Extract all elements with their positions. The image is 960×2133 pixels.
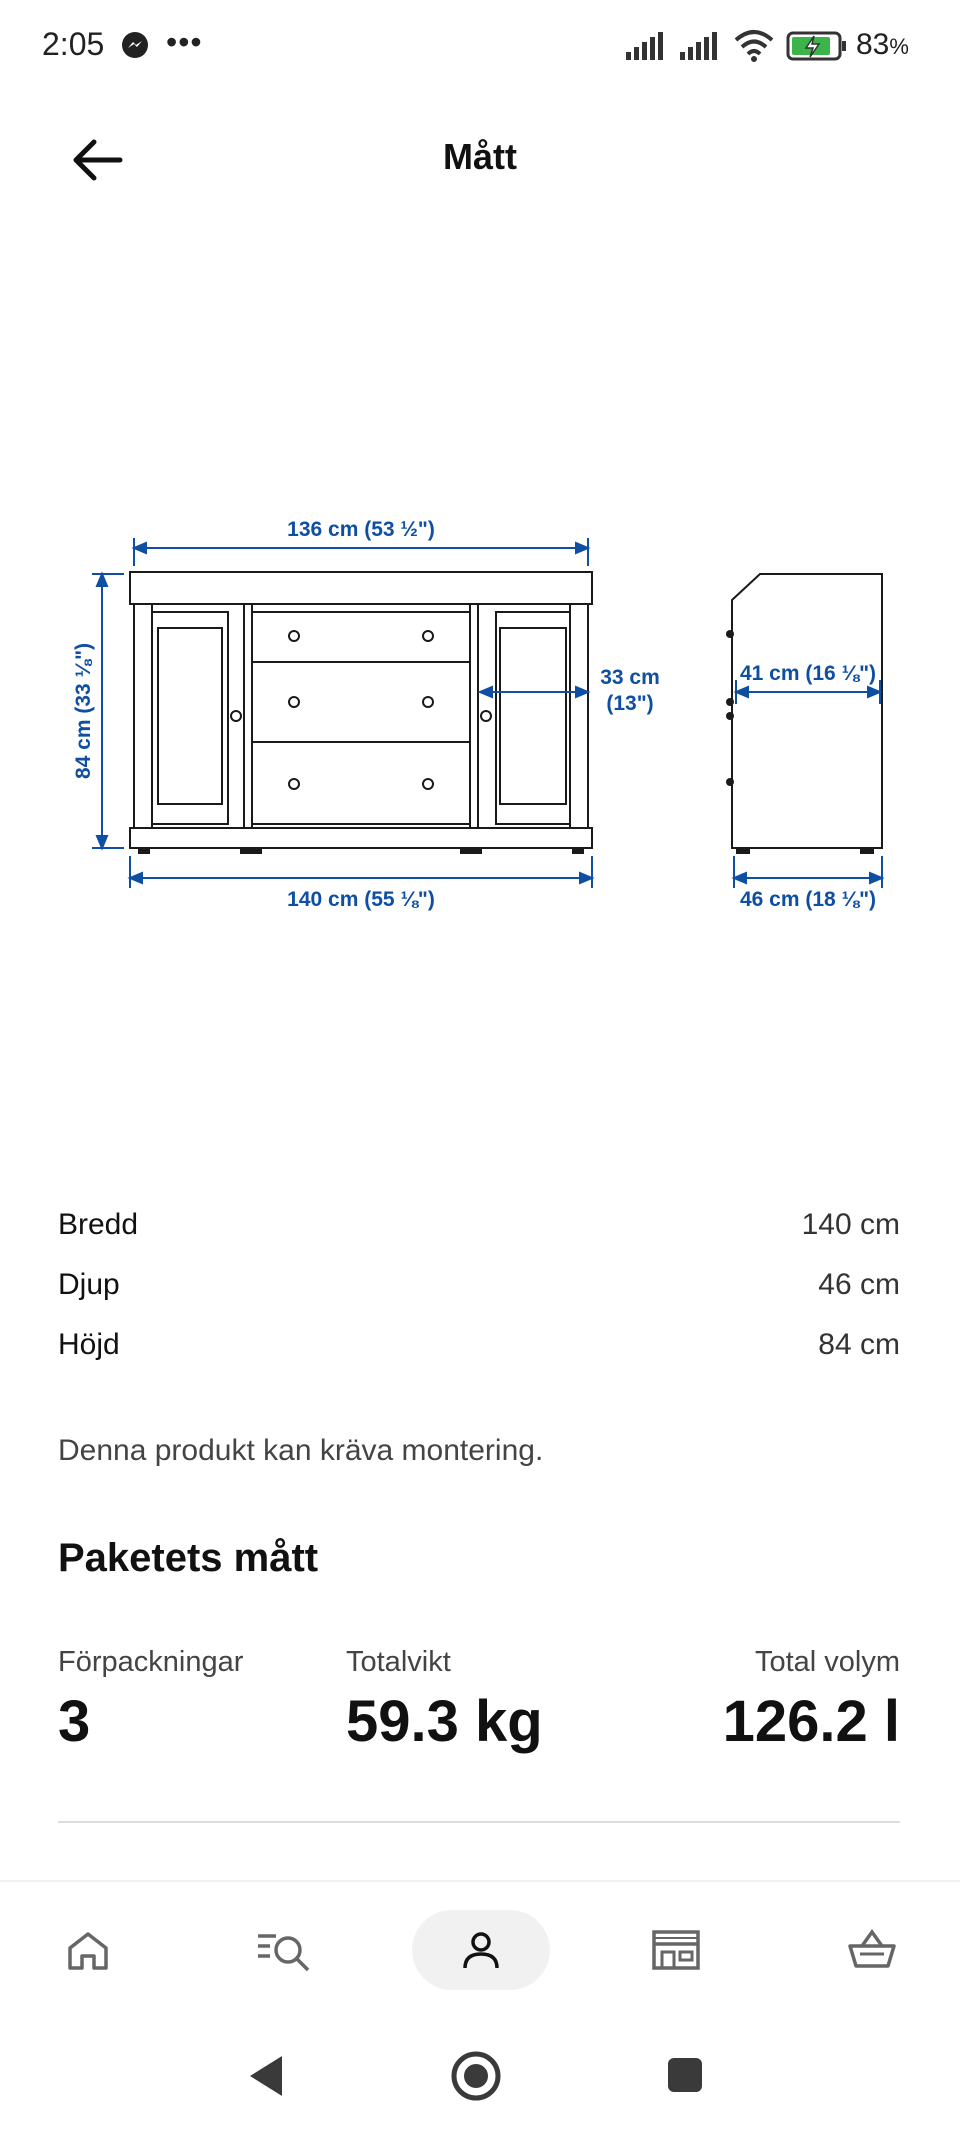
battery-percent: 83% [856, 28, 909, 61]
dimension-value: 46 cm [818, 1268, 900, 1301]
nav-profile[interactable] [421, 1910, 541, 1990]
nav-border [0, 1880, 960, 1882]
dimension-diagram [0, 480, 960, 920]
status-more-dots: ••• [166, 24, 203, 60]
dimension-row-width [58, 1208, 900, 1268]
divider [58, 1821, 900, 1823]
profile-icon [457, 1926, 505, 1974]
messenger-icon [120, 30, 150, 60]
weight-label: Totalvikt [346, 1646, 451, 1678]
signal-icon [624, 30, 666, 62]
store-icon [650, 1926, 702, 1974]
outer-depth-label: 46 cm (18 ⅛") [739, 888, 877, 911]
shelf-depth-label-2: (13") [606, 692, 654, 715]
system-recents-icon[interactable] [666, 2056, 704, 2094]
dimension-value: 140 cm [801, 1208, 900, 1241]
volume-value: 126.2 l [722, 1689, 900, 1754]
nav-basket[interactable] [812, 1910, 932, 1990]
weight-value: 59.3 kg [346, 1689, 543, 1754]
home-icon [64, 1926, 112, 1974]
shelf-depth-label-1: 33 cm [600, 666, 660, 689]
packages-value: 3 [58, 1689, 91, 1754]
dimension-label: Djup [58, 1268, 120, 1301]
dimension-value: 84 cm [818, 1328, 900, 1361]
packages-label: Förpackningar [58, 1646, 244, 1678]
system-back-icon[interactable] [244, 2052, 288, 2100]
inner-depth-label: 41 cm (16 ⅛") [739, 662, 877, 685]
nav-search[interactable] [224, 1910, 344, 1990]
volume-label: Total volym [754, 1646, 900, 1678]
dimension-row-depth [58, 1268, 900, 1328]
height-label: 84 cm (33 ⅛") [72, 642, 95, 780]
bottom-width-label: 140 cm (55 ⅛") [287, 888, 435, 911]
top-width-label: 136 cm (53 ½") [287, 518, 435, 541]
signal-icon-2 [678, 30, 720, 62]
dimension-label: Bredd [58, 1208, 139, 1241]
battery-icon [786, 30, 848, 62]
nav-home[interactable] [28, 1910, 148, 1990]
assembly-note: Denna produkt kan kräva montering. [58, 1434, 544, 1467]
status-time: 2:05 [42, 26, 105, 62]
package-heading: Paketets mått [58, 1536, 319, 1580]
dimension-row-height [58, 1328, 900, 1388]
basket-icon [846, 1926, 898, 1974]
wifi-icon [732, 28, 776, 64]
search-list-icon [254, 1926, 314, 1974]
nav-store[interactable] [616, 1910, 736, 1990]
dimension-label: Höjd [58, 1328, 120, 1361]
system-home-icon[interactable] [450, 2050, 502, 2102]
page-title: Mått [443, 136, 517, 177]
